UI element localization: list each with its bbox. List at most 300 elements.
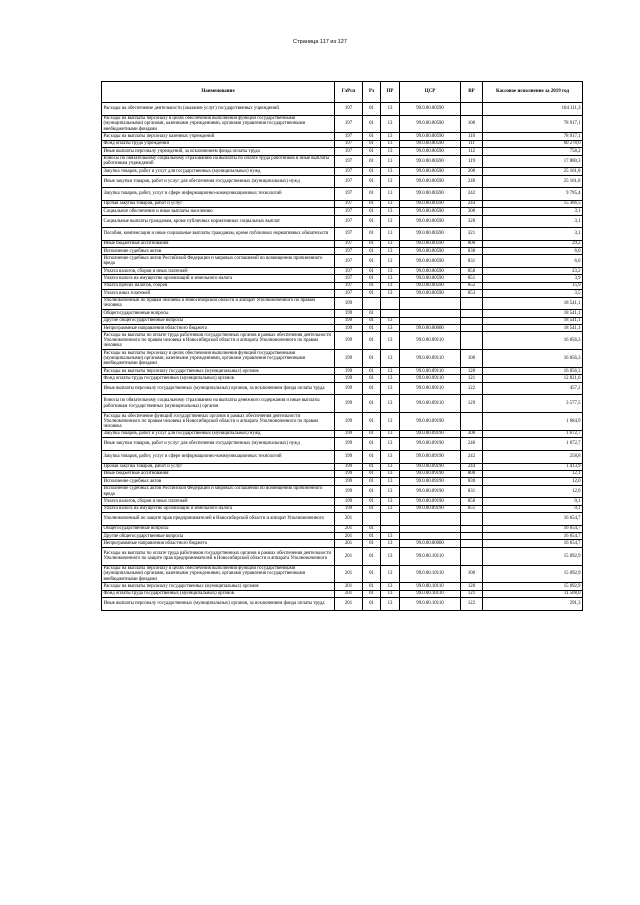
cell-amount: 25 161,8 [483,168,583,175]
cell-vr: 119 [461,155,483,168]
cell-glrsp: 201 [335,533,363,540]
cell-glrsp: 201 [335,513,363,526]
table-row [102,525,583,532]
cell-glrsp: 201 [335,547,363,565]
cell-vr: 321 [461,228,483,241]
cell-vr [461,513,483,526]
cell-rz: 01 [363,413,381,431]
cell-name: Прочая закупка товаров, работ и услуг [102,463,335,470]
cell-vr [461,533,483,540]
cell-vr: 120 [461,368,483,375]
cell-pr: 13 [381,200,400,207]
cell-rz: 01 [363,317,381,324]
cell-name: Непрограммные направления областного бюджета [102,540,335,547]
cell-csr [400,533,461,540]
cell-name: Расходы на выплаты персоналу в целях обеспечения выполнения функций государственными (муниципальными) органами, казенными учреждениями, органами управления государственными внебюджетными фондами [102,565,335,583]
cell-csr: 99.0.00.09190 [400,485,461,498]
cell-vr: 242 [461,188,483,201]
table-row [102,598,583,611]
table-row [102,268,583,275]
cell-amount: 25 161,8 [483,175,583,188]
cell-name: Взносы по обязательному социальному страхованию на выплаты денежного содержания и иные выплаты работникам государственных (муниципальных) органов [102,395,335,413]
cell-name: Расходы на обеспечение функций государственных органов в рамках обеспечения деятельности Уполномоченного по правам человека в Новосибирской области и аппарата Уполномоченного по правам человека [102,413,335,431]
cell-csr: 99.0.00.00590 [400,282,461,289]
cell-amount: 78 917,1 [483,115,583,133]
cell-amount: 1 672,7 [483,438,583,451]
table-row [102,505,583,512]
cell-pr: 13 [381,115,400,133]
cell-amount: 16 654,7 [483,533,583,540]
cell-name: Расходы на обеспечение деятельности (оказание услуг) государственных учреждений [102,103,335,116]
cell-glrsp: 199 [335,325,363,332]
cell-name: Расходы на выплаты по оплате труда работников государственных органов в рамках обеспечения деятельности Уполномоченного по правам человека в Новосибирской области и аппарата Уполномоченного по правам человека [102,332,335,350]
table-row [102,430,583,437]
cell-name: Исполнение судебных актов [102,478,335,485]
cell-glrsp: 197 [335,248,363,255]
cell-rz: 01 [363,155,381,168]
cell-vr: 853 [461,290,483,297]
cell-rz: 01 [363,200,381,207]
cell-name: Иные выплаты персоналу государственных (муниципальных) органов, за исключением фонда оплаты труда [102,598,335,611]
cell-name: Уплата прочих налогов, сборов [102,282,335,289]
cell-amount: 15,9 [483,282,583,289]
cell-vr: 121 [461,375,483,382]
cell-vr: 200 [461,168,483,175]
cell-name: Другие общегосударственные вопросы [102,317,335,324]
cell-name: Фонд оплаты труда учреждений [102,140,335,147]
table-row [102,188,583,201]
cell-pr: 13 [381,140,400,147]
cell-rz: 01 [363,255,381,268]
table-row [102,463,583,470]
cell-amount: 6,0 [483,248,583,255]
table-row [102,155,583,168]
table-row [102,382,583,395]
cell-glrsp: 199 [335,350,363,368]
cell-rz: 01 [363,498,381,505]
cell-name: Расходы на выплаты персоналу государственных (муниципальных) органов [102,583,335,590]
cell-rz: 01 [363,525,381,532]
table-row [102,470,583,477]
cell-name: Общегосударственные вопросы [102,310,335,317]
cell-pr: 13 [381,413,400,431]
cell-csr [400,297,461,310]
cell-amount: 60 278,6 [483,140,583,147]
cell-vr: 244 [461,463,483,470]
cell-amount: 18 541,1 [483,317,583,324]
cell-vr: 850 [461,268,483,275]
cell-csr: 99.0.00.00590 [400,103,461,116]
cell-pr: 13 [381,208,400,215]
cell-rz: 01 [363,583,381,590]
cell-rz: 01 [363,228,381,241]
cell-glrsp: 199 [335,463,363,470]
cell-rz: 01 [363,275,381,282]
cell-name: Уплата налога на имущество организаций и земельного налога [102,275,335,282]
cell-amount: 29,2 [483,240,583,247]
cell-pr: 13 [381,498,400,505]
cell-csr: 99.0.00.09190 [400,463,461,470]
cell-amount: 3 577,5 [483,395,583,413]
table-row [102,317,583,324]
cell-rz: 01 [363,382,381,395]
cell-pr: 13 [381,395,400,413]
cell-glrsp: 201 [335,590,363,597]
cell-amount: 15 092,9 [483,547,583,565]
cell-glrsp: 197 [335,208,363,215]
cell-glrsp: 199 [335,382,363,395]
cell-amount: 16 654,7 [483,525,583,532]
table-row [102,133,583,140]
cell-vr: 830 [461,478,483,485]
cell-amount: 18 541,1 [483,310,583,317]
cell-rz: 01 [363,148,381,155]
cell-amount: 12 821,6 [483,375,583,382]
cell-name: Уполномоченный по правам человека в Новосибирской области и аппарат Уполномоченного по правам человека [102,297,335,310]
table-row [102,375,583,382]
cell-pr: 13 [381,382,400,395]
cell-glrsp: 197 [335,175,363,188]
cell-glrsp: 199 [335,470,363,477]
table-row [102,215,583,228]
cell-pr: 13 [381,547,400,565]
cell-amount: 758,2 [483,148,583,155]
table-row [102,248,583,255]
cell-name: Исполнение судебных актов [102,248,335,255]
table-row [102,140,583,147]
cell-vr: 110 [461,133,483,140]
cell-amount: 23,2 [483,268,583,275]
cell-glrsp: 199 [335,375,363,382]
cell-csr: 99.0.00.00000 [400,540,461,547]
cell-rz: 01 [363,133,381,140]
cell-glrsp: 199 [335,368,363,375]
cell-amount: 3,1 [483,208,583,215]
cell-name: Иные бюджетные ассигнования [102,470,335,477]
cell-vr: 122 [461,598,483,611]
cell-rz: 01 [363,332,381,350]
cell-amount: 15 092,9 [483,565,583,583]
cell-pr: 13 [381,282,400,289]
cell-name: Уполномоченный по защите прав предпринимателей в Новосибирской области и аппарат Уполномоченного [102,513,335,526]
cell-vr: 320 [461,215,483,228]
cell-name: Уплата налогов, сборов и иных платежей [102,498,335,505]
cell-amount: 11 508,0 [483,590,583,597]
cell-pr: 13 [381,350,400,368]
cell-vr [461,540,483,547]
cell-pr: 13 [381,317,400,324]
cell-csr: 99.0.00.09110 [400,350,461,368]
cell-amount: 3,5 [483,290,583,297]
cell-name: Расходы на выплаты персоналу казенных учреждений [102,133,335,140]
cell-vr: 122 [461,382,483,395]
cell-glrsp: 197 [335,155,363,168]
cell-rz: 01 [363,565,381,583]
cell-csr: 99.0.00.00590 [400,208,461,215]
cell-glrsp: 197 [335,133,363,140]
cell-csr: 99.0.00.00590 [400,115,461,133]
cell-pr: 13 [381,228,400,241]
cell-glrsp: 197 [335,290,363,297]
cell-pr: 13 [381,275,400,282]
cell-csr: 99.0.00.10110 [400,598,461,611]
table-row [102,325,583,332]
cell-vr: 112 [461,148,483,155]
cell-glrsp: 199 [335,310,363,317]
cell-csr: 99.0.00.00590 [400,133,461,140]
cell-pr: 13 [381,103,400,116]
cell-csr: 99.0.00.09190 [400,450,461,463]
column-header-vr: ВР [461,82,483,103]
cell-amount: 457,2 [483,382,583,395]
cell-pr: 13 [381,463,400,470]
cell-pr [381,310,400,317]
cell-csr: 99.0.00.09190 [400,498,461,505]
cell-rz: 01 [363,140,381,147]
cell-rz [363,513,381,526]
column-header-glrsp: ГлРсп [335,82,363,103]
cell-vr [461,297,483,310]
cell-glrsp: 201 [335,583,363,590]
cell-vr: 300 [461,208,483,215]
column-header-pr: ПР [381,82,400,103]
table-row [102,103,583,116]
table-row [102,208,583,215]
cell-name: Уплата налога на имущество организаций и земельного налога [102,505,335,512]
cell-vr: 129 [461,395,483,413]
cell-pr: 13 [381,565,400,583]
table-row [102,485,583,498]
cell-amount: 12,1 [483,470,583,477]
cell-pr: 13 [381,438,400,451]
cell-pr: 13 [381,485,400,498]
cell-amount: 16 856,3 [483,368,583,375]
cell-name: Иные бюджетные ассигнования [102,240,335,247]
cell-amount: 258,8 [483,450,583,463]
cell-name: Уплата иных платежей [102,290,335,297]
cell-vr: 850 [461,498,483,505]
cell-name: Расходы на выплаты персоналу в целях обеспечения выполнения функций государственными (муниципальными) органами, казенными учреждениями, органами управления государственными внебюджетными фондами [102,350,335,368]
cell-rz: 01 [363,310,381,317]
cell-csr: 99.0.00.00590 [400,240,461,247]
cell-vr: 831 [461,485,483,498]
cell-amount: 1 413,9 [483,463,583,470]
cell-rz: 01 [363,282,381,289]
cell-csr: 99.0.00.00590 [400,228,461,241]
cell-glrsp: 201 [335,565,363,583]
table-row [102,115,583,133]
cell-rz: 01 [363,430,381,437]
cell-rz: 01 [363,290,381,297]
cell-pr: 13 [381,332,400,350]
cell-amount: 3,1 [483,228,583,241]
cell-vr: 244 [461,200,483,207]
cell-vr: 851 [461,275,483,282]
page-header: Страница 117 из 127 [293,39,347,45]
cell-pr: 13 [381,255,400,268]
cell-name: Непрограммные направления областного бюджета [102,325,335,332]
cell-glrsp: 199 [335,297,363,310]
cell-rz: 01 [363,268,381,275]
cell-glrsp: 197 [335,215,363,228]
cell-pr: 13 [381,540,400,547]
cell-pr: 13 [381,188,400,201]
cell-csr: 99.0.00.00590 [400,268,461,275]
cell-rz: 01 [363,175,381,188]
cell-rz: 01 [363,485,381,498]
cell-glrsp: 201 [335,598,363,611]
table-row [102,450,583,463]
cell-glrsp: 197 [335,188,363,201]
cell-amount: 9 795,4 [483,188,583,201]
cell-rz: 01 [363,188,381,201]
cell-name: Иные выплаты персоналу государственных (муниципальных) органов, за исключением фонда оплаты труда [102,382,335,395]
table-row [102,395,583,413]
cell-name: Взносы по обязательному социальному страхованию на выплаты по оплате труда работников и иные выплаты работникам учреждений [102,155,335,168]
cell-name: Фонд оплаты труда государственных (муниципальных) органов [102,590,335,597]
cell-pr: 13 [381,590,400,597]
cell-csr: 99.0.00.00590 [400,255,461,268]
cell-csr: 99.0.00.00000 [400,325,461,332]
table-row [102,478,583,485]
cell-amount: 78 917,1 [483,133,583,140]
cell-vr [461,325,483,332]
table-row [102,297,583,310]
cell-pr: 13 [381,375,400,382]
cell-pr: 13 [381,248,400,255]
cell-vr: 851 [461,505,483,512]
cell-name: Исполнение судебных актов Российской Федерации и мировых соглашений по возмещению причиненного вреда [102,255,335,268]
table-row [102,565,583,583]
cell-amount: 0,1 [483,505,583,512]
cell-amount: 12,0 [483,478,583,485]
cell-amount: 0,1 [483,498,583,505]
cell-csr: 99.0.00.00590 [400,148,461,155]
table-row [102,290,583,297]
cell-vr: 100 [461,565,483,583]
cell-vr: 800 [461,470,483,477]
cell-rz: 01 [363,350,381,368]
cell-name: Иные закупки товаров, работ и услуг для обеспечения государственных (муниципальных) нужд [102,438,335,451]
cell-rz: 01 [363,438,381,451]
cell-csr: 99.0.00.00590 [400,188,461,201]
table-row [102,590,583,597]
column-header-name: Наименование [102,82,335,103]
cell-amount: 18 541,1 [483,325,583,332]
column-header-csr: ЦСР [400,82,461,103]
column-header-amount: Кассовое исполнение за 2019 год [483,82,583,103]
cell-amount: 16 654,7 [483,513,583,526]
cell-glrsp: 197 [335,140,363,147]
table-row [102,533,583,540]
cell-glrsp: 199 [335,478,363,485]
cell-rz: 01 [363,375,381,382]
cell-pr: 13 [381,290,400,297]
cell-csr: 99.0.00.00590 [400,168,461,175]
cell-vr: 200 [461,430,483,437]
table-row [102,583,583,590]
cell-pr [381,297,400,310]
cell-pr: 13 [381,368,400,375]
cell-vr: 111 [461,140,483,147]
cell-glrsp: 197 [335,275,363,282]
cell-pr: 13 [381,168,400,175]
cell-csr: 99.0.00.09110 [400,332,461,350]
cell-vr [461,332,483,350]
cell-vr: 100 [461,115,483,133]
cell-glrsp: 197 [335,240,363,247]
table-row [102,498,583,505]
cell-vr: 121 [461,590,483,597]
cell-vr: 120 [461,583,483,590]
table-row [102,175,583,188]
table-row [102,513,583,526]
cell-csr: 99.0.00.09190 [400,413,461,431]
cell-csr: 99.0.00.10110 [400,547,461,565]
cell-vr: 800 [461,240,483,247]
cell-name: Пособия, компенсации и иные социальные выплаты гражданам, кроме публичных нормативных обязательств [102,228,335,241]
cell-csr: 99.0.00.00590 [400,140,461,147]
cell-name: Расходы на выплаты персоналу в целях обеспечения выполнения функций государственными (муниципальными) органами, казенными учреждениями, органами управления государственными внебюджетными фондами [102,115,335,133]
cell-pr [381,513,400,526]
cell-csr: 99.0.00.00590 [400,290,461,297]
cell-rz: 01 [363,478,381,485]
cell-amount: 3,1 [483,215,583,228]
cell-glrsp: 197 [335,103,363,116]
cell-vr [461,310,483,317]
table-row [102,275,583,282]
cell-csr: 99.0.00.00590 [400,275,461,282]
table-body [102,103,583,611]
cell-rz: 01 [363,395,381,413]
cell-rz: 01 [363,505,381,512]
cell-pr: 13 [381,450,400,463]
cell-csr [400,525,461,532]
table-row [102,255,583,268]
cell-vr: 852 [461,282,483,289]
table-row [102,413,583,431]
cell-glrsp: 197 [335,255,363,268]
cell-vr: 831 [461,255,483,268]
cell-vr: 240 [461,438,483,451]
cell-csr: 99.0.00.09110 [400,395,461,413]
cell-glrsp: 197 [335,115,363,133]
cell-glrsp: 197 [335,228,363,241]
cell-vr [461,317,483,324]
table-row [102,540,583,547]
cell-name: Другие общегосударственные вопросы [102,533,335,540]
cell-rz: 01 [363,168,381,175]
cell-rz: 01 [363,533,381,540]
cell-vr: 242 [461,450,483,463]
cell-amount: 17 880,3 [483,155,583,168]
cell-csr [400,310,461,317]
column-header-rz: Рз [363,82,381,103]
cell-glrsp: 197 [335,168,363,175]
cell-pr: 13 [381,583,400,590]
cell-csr: 99.0.00.09190 [400,505,461,512]
cell-pr: 13 [381,155,400,168]
cell-rz: 01 [363,590,381,597]
cell-vr [461,547,483,565]
cell-csr: 99.0.00.00590 [400,215,461,228]
cell-rz: 01 [363,240,381,247]
cell-name: Социальное обеспечение и иные выплаты населению [102,208,335,215]
table-row [102,200,583,207]
table-row [102,438,583,451]
cell-glrsp: 199 [335,438,363,451]
cell-rz: 01 [363,325,381,332]
